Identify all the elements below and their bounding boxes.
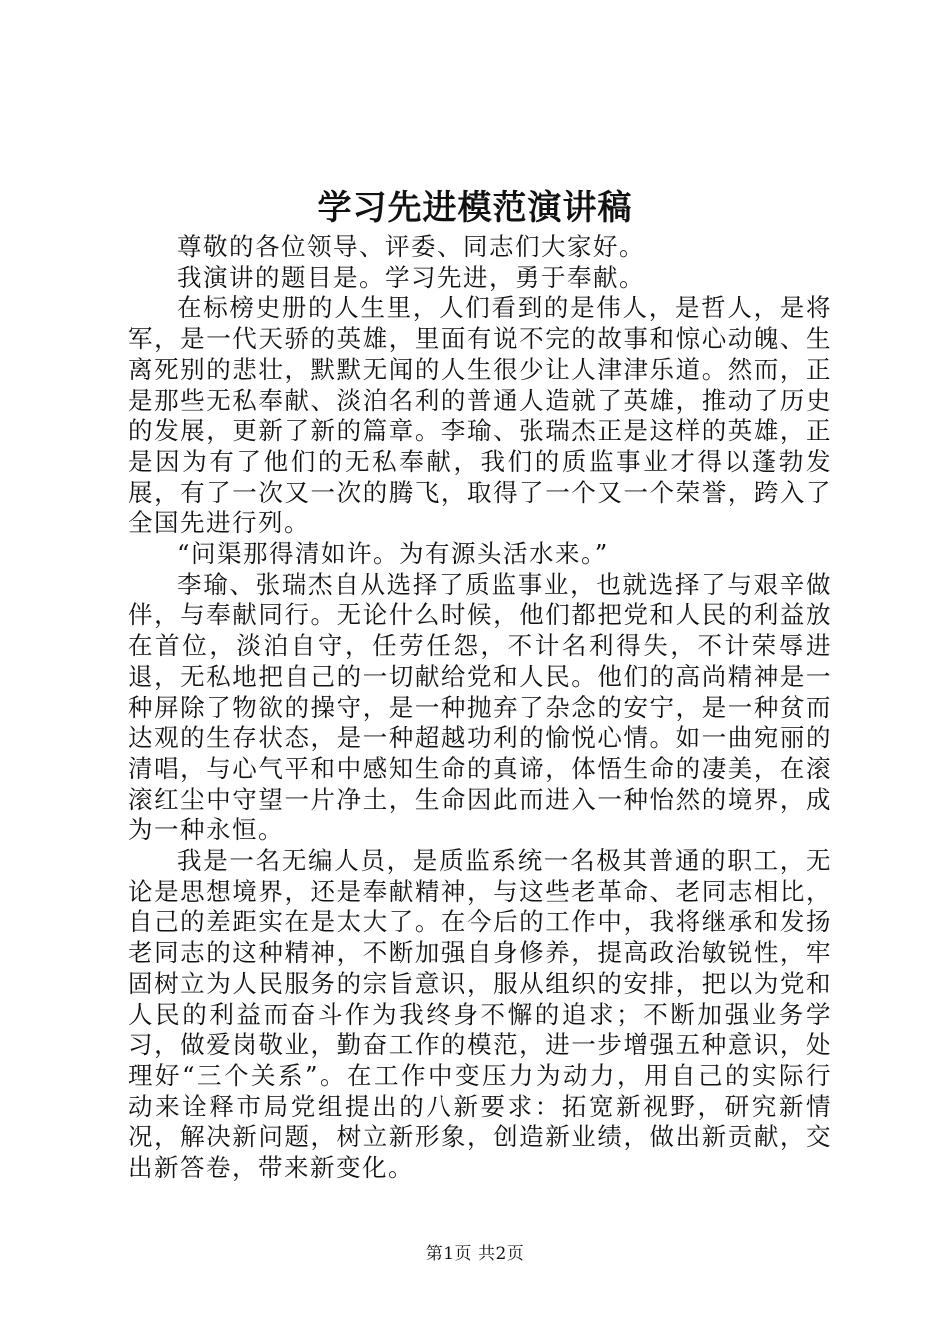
paragraph-heroes: 在标榜史册的人生里，人们看到的是伟人，是哲人，是将军，是一代天骄的英雄，里面有说不完的故事和惊心动魄、生离死别的悲壮，默默无闻的人生很少让人津津乐道。然而，正是那些无私奉献、淡泊名利的普通人造就了英雄，推动了历史的发展，更新了新的篇章。李瑜、张瑞杰正是这样的英雄，正是因为有了他们的无私奉献，我们的质监事业才得以蓬勃发展，有了一次又一次的腾飞，取得了一个又一个荣誉，跨入了全国先进行列。 <box>128 293 832 538</box>
document-title: 学习先进模范演讲稿 <box>317 188 633 228</box>
paragraph-topic: 我演讲的题目是。学习先进，勇于奉献。 <box>177 262 645 292</box>
paragraph-greeting: 尊敬的各位领导、评委、同志们大家好。 <box>177 232 645 261</box>
page-number-footer: 第1页 共2页 <box>425 1244 525 1264</box>
paragraph-quote: “问渠那得清如许。为有源头活水来。” <box>177 539 609 569</box>
document-body <box>128 232 832 1184</box>
paragraph-dedication: 李瑜、张瑞杰自从选择了质监事业，也就选择了与艰辛做伴，与奉献同行。无论什么时候，他们都把党和人民的利益放在首位，淡泊自守，任劳任怨，不计名利得失，不计荣辱进退，无私地把自己的一切献给党和人民。他们的高尚精神是一种屏除了物欲的操守，是一种抛弃了杂念的安宁，是一种贫而达观的生存状态，是一种超越功利的愉悦心情。如一曲宛丽的清唱，与心气平和中感知生命的真谛，体悟生命的凄美，在滚滚红尘中守望一片净土，生命因此而进入一种怡然的境界，成为一种永恒。 <box>128 569 832 845</box>
paragraph-commitment: 我是一名无编人员，是质监系统一名极其普通的职工，无论是思想境界，还是奉献精神，与这些老革命、老同志相比，自己的差距实在是太大了。在今后的工作中，我将继承和发扬老同志的这种精神，不断加强自身修养，提高政治敏锐性，牢固树立为人民服务的宗旨意识，服从组织的安排，把以为党和人民的利益而奋斗作为我终身不懈的追求；不断加强业务学习，做爱岗敬业，勤奋工作的模范，进一步增强五种意识，处理好“三个关系”。在工作中变压力为动力，用自己的实际行动来诠释市局党组提出的八新要求：拓宽新视野，研究新情况，解决新问题，树立新形象，创造新业绩，做出新贡献，交出新答卷，带来新变化。 <box>128 846 832 1183</box>
